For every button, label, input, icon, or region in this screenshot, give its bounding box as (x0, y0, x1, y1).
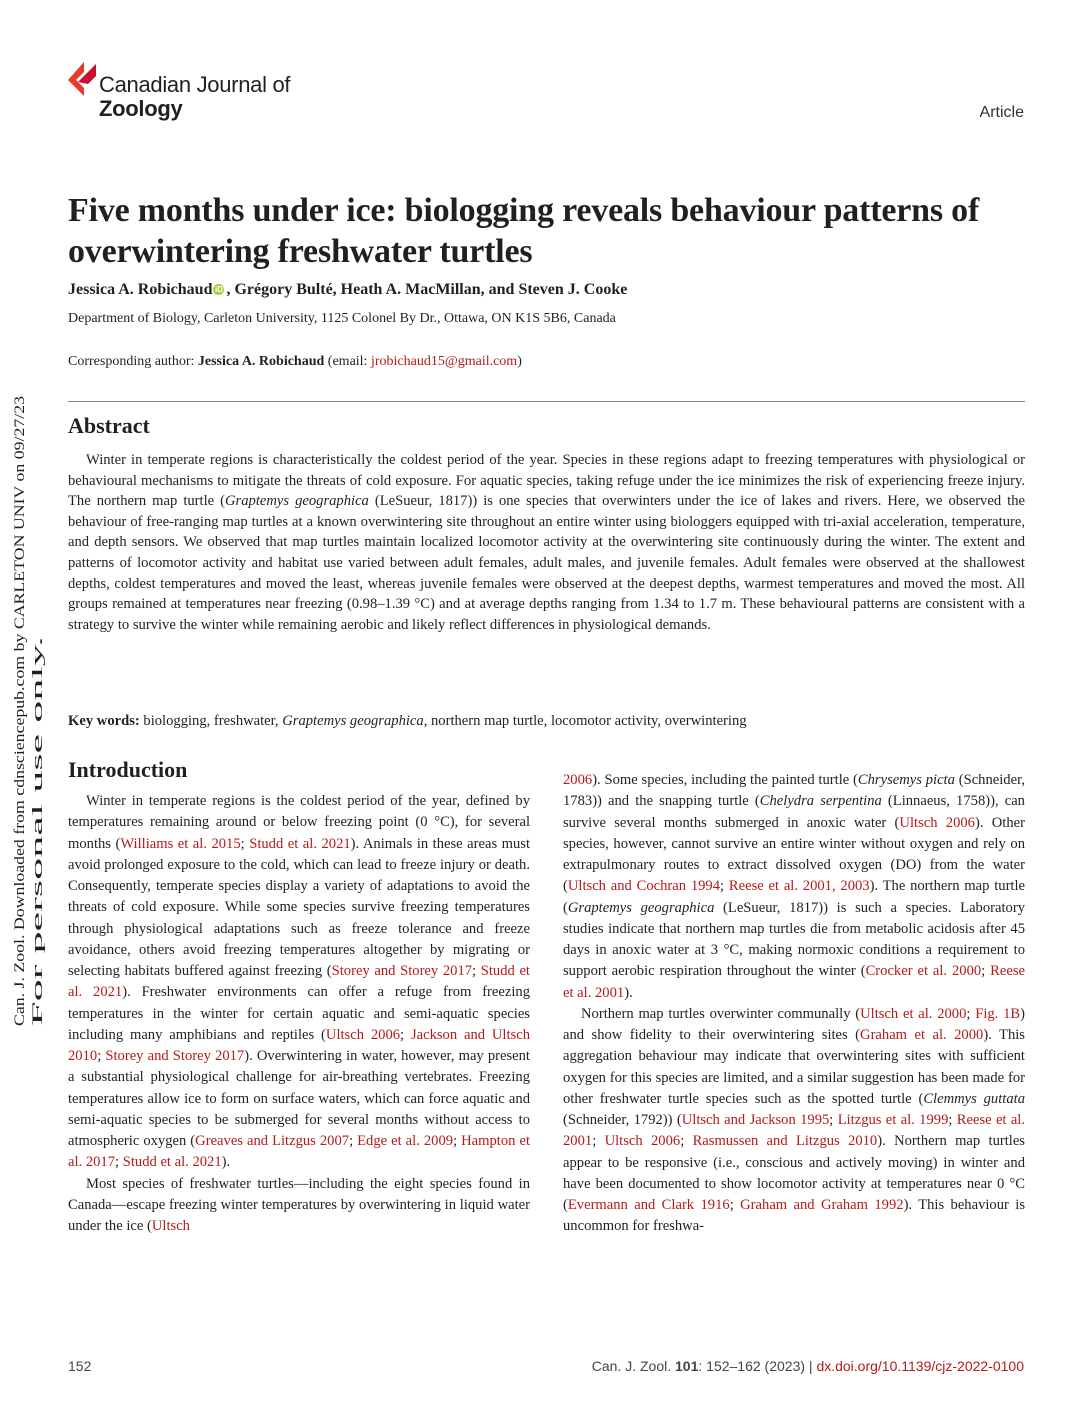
text-run: (LeSueur, 1817)) is such a species. Laboratory studies indicate that northern map turtles die from metabolic acidosis after 45 days in anoxic water at 3 °C, making normoxic conditions a requirement to support aerobic respiration throughout the winter ( (563, 899, 1025, 980)
text-run: ). Other species, however, cannot survive an entire winter without oxygen and rely on extrapulmonary routes to extract dissolved oxygen (DO) from the water ( (563, 814, 1025, 895)
text-run: (Linnaeus, 1758)), can survive several months submerged in anoxic water ( (563, 793, 1025, 831)
reference-link[interactable]: Ultsch and Jackson 1995 (681, 1112, 830, 1128)
text-run: ). Overwintering in water, however, may present a substantial physiological challenge for air-breathing vertebrates. Freezing temperatures allow ice to form on surface waters, which can force aquatic and semi-aquatic species to be submerged for several months without access to atmospheric oxygen ( (68, 1048, 530, 1149)
text-run: ; (720, 878, 729, 895)
text-run: ) and show fidelity to their overwintering sites ( (563, 1005, 1026, 1043)
intro-paragraph (68, 791, 530, 1174)
reference-link[interactable]: Reese et al. 2001, 2003 (728, 878, 870, 895)
email-label: (email: (327, 354, 368, 369)
reference-link[interactable]: Ultsch and Cochran 1994 (567, 878, 721, 895)
reference-link[interactable]: Crocker et al. 2000 (865, 963, 982, 980)
abstract-species: Graptemys geographica (225, 493, 369, 510)
text-run: ; (592, 1133, 605, 1150)
reference-link[interactable]: Hampton et al. 2017 (68, 1133, 530, 1171)
reference-link[interactable]: Williams et al. 2015 (120, 835, 241, 852)
reference-link[interactable]: Ultsch 2006 (604, 1133, 681, 1150)
affiliation: Department of Biology, Carleton University, 1125 Colonel By Dr., Ottawa, ON K1S 5B6, Canada (68, 311, 616, 326)
journal-name-line1: Canadian Journal of (99, 72, 291, 97)
species-name: Chelydra serpentina (759, 793, 882, 810)
text-run: (Schneider, 1792)) ( (563, 1112, 682, 1128)
download-note-line2: For personal use only. (30, 893, 46, 1026)
reference-link[interactable]: Graham and Graham 1992 (740, 1197, 904, 1213)
author-list (68, 281, 627, 299)
page-number: 152 (68, 1358, 92, 1374)
article-title: Five months under ice: biologging reveals behaviour patterns of overwintering freshwater turtles (68, 192, 980, 270)
text-run: ; (472, 963, 481, 979)
text-run: (Schneider, 1783)) and the snapping turtle ( (563, 772, 1025, 810)
corresponding-author (68, 354, 522, 370)
text-run: ; (680, 1133, 693, 1150)
reference-link[interactable]: Ultsch (151, 1218, 190, 1234)
text-run: ). (221, 1154, 231, 1171)
reference-link[interactable]: 2006 (563, 772, 593, 788)
text-run: ; (948, 1112, 957, 1128)
keywords-part: biologging, freshwater, (139, 713, 283, 729)
intro-column-right (563, 770, 1025, 1238)
text-run: ). Northern map turtles appear to be responsive (i.e., conscious and actively moving) in winter and have been documented to show locomotor activity at temperatures near 0 °C ( (563, 1133, 1025, 1213)
text-run: Winter in temperate regions is the coldest period of the year, defined by temperatures remaining around or below freezing point (0 °C), for several months ( (68, 793, 530, 852)
reference-link[interactable]: Graham et al. 2000 (860, 1027, 984, 1043)
keywords-label: Key words: (68, 713, 140, 729)
intro-paragraph (563, 1004, 1025, 1238)
keywords-part: , northern map turtle, locomotor activity, overwintering (423, 713, 747, 729)
text-run: ; (97, 1048, 106, 1064)
intro-column-left (68, 791, 530, 1237)
citation-volume: 101 (675, 1358, 699, 1374)
journal-logo (68, 62, 328, 122)
journal-name-line2: Zoology (99, 96, 183, 121)
text-run: Northern map turtles overwinter communally ( (581, 1005, 861, 1022)
introduction-heading: Introduction (68, 757, 188, 782)
text-run: ). Freshwater environments can offer a refuge from freezing temperatures in the winter for certain aquatic and semi-aquatic species including many amphibians and reptiles ( (68, 984, 530, 1043)
abstract-text (68, 450, 1025, 635)
text-run: ; (349, 1133, 358, 1149)
abstract-heading: Abstract (68, 413, 150, 438)
reference-link[interactable]: Storey and Storey 2017 (331, 963, 473, 979)
text-run: ; (981, 963, 991, 980)
reference-link[interactable]: Rasmussen and Litzgus 2010 (692, 1133, 878, 1150)
email-close: ) (517, 354, 522, 369)
reference-link[interactable]: Studd et al. 2021 (249, 835, 351, 852)
text-run: ; (453, 1133, 462, 1149)
text-run: ). The northern map turtle ( (563, 878, 1026, 916)
corresponding-label: Corresponding author: (68, 354, 195, 369)
text-run: ; (115, 1154, 123, 1171)
doi-link[interactable]: dx.doi.org/10.1139/cjz-2022-0100 (816, 1358, 1024, 1374)
reference-link[interactable]: Edge et al. 2009 (357, 1133, 454, 1149)
journal-logo-mark-icon (68, 62, 98, 96)
reference-link[interactable]: Greaves and Litzgus 2007 (195, 1133, 350, 1149)
abstract-part: (LeSueur, 1817)) is one species that overwinters under the ice of lakes and rivers. Here, we observed the behaviour of free-ranging map turtles at a known overwintering site throughout an entire winter using biologgers equipped with tri-axial acceleration, temperature, and depth sensors. We observed that map turtles maintain localized locomotor activity at the overwintering site continuously during the winter. The extent and patterns of locomotor activity and habitat use varied between adult females, adult males, and juvenile females. Adult females were observed at the shallowest depths, coldest temperatures and moved the least, whereas juvenile females were observed at the deepest depths, warmest temperatures and moved the most. All groups remained at temperatures near freezing (0.98–1.39 °C) and at average depths ranging from 1.34 to 1.7 m. These behavioural patterns are consistent with a strategy to survive the winter while remaining aerobic and likely reflect differences in physiological demands. (68, 493, 1025, 633)
text-run: ). (624, 984, 633, 1001)
author-rest: , Grégory Bulté, Heath A. MacMillan, and Steven J. Cooke (226, 281, 628, 298)
reference-link[interactable]: Ultsch et al. 2000 (860, 1005, 967, 1022)
author-first: Jessica A. Robichaud (68, 281, 213, 298)
reference-link[interactable]: Evermann and Clark 1916 (567, 1197, 730, 1213)
text-run: ; (966, 1005, 976, 1022)
divider (68, 401, 1025, 402)
text-run: ). Some species, including the painted turtle ( (592, 772, 858, 788)
species-name: Graptemys geographica (567, 899, 715, 916)
keywords (68, 713, 1025, 730)
reference-link[interactable]: Ultsch 2006 (325, 1026, 401, 1043)
reference-link[interactable]: Reese et al. 2001 (563, 1112, 1025, 1150)
reference-link[interactable]: Reese et al. 2001 (563, 963, 1025, 1001)
article-type-label: Article (979, 104, 1024, 121)
download-note-line1: Can. J. Zool. Downloaded from cdnsciencepub.com by CARLETON UNIV on 09/27/23 (12, 494, 28, 1026)
citation-pages: : 152–162 (2023) | (698, 1358, 817, 1374)
reference-link[interactable]: Ultsch 2006 (899, 814, 975, 831)
abstract-part: Winter in temperate regions is characteristically the coldest period of the year. Species in these regions adapt to freezing temperatures with physiological or behavioural mechanisms to mitigate the threats of cold exposure. For aquatic species, taking refuge under the ice minimizes the risk of experiencing freeze injury. The northern map turtle ( (68, 452, 1025, 510)
reference-link[interactable]: Storey and Storey 2017 (105, 1048, 245, 1064)
reference-link[interactable]: Studd et al. 2021 (122, 1154, 222, 1171)
download-note (6, 390, 48, 1030)
text-run: Most species of freshwater turtles—including the eight species found in Canada—escape freezing winter temperatures by overwintering in liquid water under the ice ( (68, 1175, 530, 1234)
species-name: Clemmys guttata (923, 1090, 1025, 1107)
email-link[interactable]: jrobichaud15@gmail.com (370, 354, 518, 369)
text-run: ; (400, 1026, 411, 1043)
text-run: ; (829, 1112, 838, 1128)
text-run: ). This behaviour is uncommon for freshwa- (563, 1197, 1025, 1235)
text-run: ; (729, 1197, 741, 1213)
citation-journal: Can. J. Zool. (591, 1358, 676, 1374)
orcid-icon[interactable]: iD (214, 285, 223, 294)
text-run: ; (240, 835, 250, 852)
reference-link[interactable]: Fig. 1B (975, 1005, 1021, 1022)
reference-link[interactable]: Studd et al. 2021 (68, 963, 530, 1001)
text-run: ). Animals in these areas must avoid prolonged exposure to the cold, which can lead to freeze injury or death. Consequently, temperate species display a variety of adaptations to avoid the threats of cold exposure. While some species survive freezing temperatures through physiological adaptations such as freeze tolerance and freeze avoidance, others avoid freezing temperatures altogether by migrating or selecting habitats buffered against freezing ( (68, 835, 531, 979)
intro-paragraph (68, 1174, 530, 1238)
species-name: Chrysemys picta (857, 772, 955, 788)
reference-link[interactable]: Jackson and Ultsch 2010 (68, 1026, 530, 1064)
reference-link[interactable]: Litzgus et al. 1999 (837, 1112, 949, 1128)
keywords-species: Graptemys geographica (282, 713, 424, 729)
text-run: ). This aggregation behaviour may indicate that overwintering sites with sufficient oxygen for this species are limited, and a similar suggestion has been made for other freshwater turtle species such as the spotted turtle ( (563, 1027, 1025, 1107)
citation-footer (592, 1358, 1024, 1374)
corresponding-name: Jessica A. Robichaud (197, 354, 325, 369)
intro-paragraph (563, 770, 1025, 1004)
